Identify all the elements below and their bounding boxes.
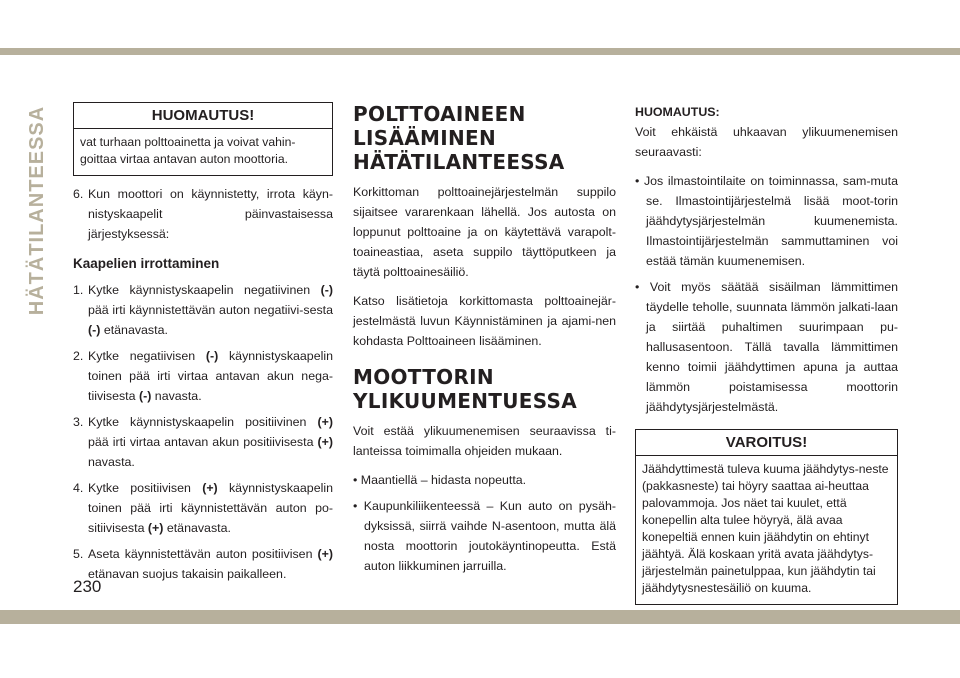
polarity-symbol: (+) xyxy=(317,415,333,429)
heading-overheating xyxy=(353,365,616,413)
note-text: Voit ehkäistä uhkaavan ylikuumenemisen seuraavasti: xyxy=(635,125,898,159)
step-number: 3. xyxy=(73,415,84,429)
bullet-item: • Maantiellä – hidasta nopeutta. xyxy=(353,473,527,487)
paragraph: Voit estää ylikuumenemisen seuraavissa ti-lanteissa toimimalla ohjeiden mukaan. xyxy=(353,424,616,458)
list-item xyxy=(73,478,333,538)
page-number: 230 xyxy=(73,577,102,596)
step-text xyxy=(88,412,333,472)
header-band xyxy=(0,0,960,55)
list-item xyxy=(73,544,333,584)
list-item xyxy=(73,280,333,340)
notice-title: HUOMAUTUS! xyxy=(74,103,332,129)
step-text-part: Kytke negatiivisen xyxy=(88,349,206,363)
notice-text: vat turhaan polttoainetta ja voivat vahin-goittaa virtaa antavan auton moottoria. xyxy=(80,135,296,166)
bullet-item: • Kaupunkiliikenteessä – Kun auto on pysäh-dyksissä, siirrä vaihde N-asentoon, mutta älä nosta moottorin joutokäyntinopeutta. Estä auton liikkuminen jarruilla. xyxy=(353,499,616,573)
step-text xyxy=(88,544,333,584)
heading-line: HÄTÄTILANTEESSA xyxy=(353,150,565,174)
heading-line: MOOTTORIN xyxy=(353,365,494,389)
step-text-part: Kytke positiivisen xyxy=(88,481,203,495)
warning-text: Jäähdyttimestä tuleva kuuma jäähdytys-neste (pakkasneste) tai höyry saattaa ai-heuttaa palovammoja. Jos näet tai kuulet, että konepellin alta tulee höyryä, älä avaa konepeltiä ennen kuin jäähdytin on ehtinyt jäähtyä. Älä koskaan yritä avata jäähdytys-järjestelmän painetulppaa, kun jäähdytin tai jäähdytysnestesäiliö on kuuma. xyxy=(642,462,889,595)
step-number: 1. xyxy=(73,283,84,297)
polarity-symbol: (-) xyxy=(205,349,219,363)
heading-line: LISÄÄMINEN xyxy=(353,126,497,150)
bullet-item: • Voit myös säätää sisäilman lämmittimen täydelle teholle, suunnata lämmön jalkati-laan ja siirtää puhaltimen suurimpaan pu-hallusasentoon. Tällä tavalla lämmittimen kenno toimii jäähdyttimen apuna ja auttaa lämmön poistamisessa moottorin jäähdytysjärjestelmästä. xyxy=(635,280,898,414)
step-number: 2. xyxy=(73,349,84,363)
step-number: 6. xyxy=(73,187,84,201)
footer-band xyxy=(0,610,960,678)
bullet-item: • Jos ilmastointilaite on toiminnassa, sam-muta se. Ilmastointijärjestelmä lisää moot-torin jäähdytysjärjestelmän kuumenemista. Ilmastointijärjestelmän sammuttaminen voi estää tämän kuumenemisen. xyxy=(635,174,898,268)
step-text-part: Kytke käynnistyskaapelin negatiivinen xyxy=(88,283,321,297)
subheading-cable-removal: Kaapelien irrottaminen xyxy=(73,256,220,271)
step-text-part: pää irti virtaa antavan akun positiivisesta xyxy=(88,435,318,449)
step-number: 5. xyxy=(73,547,84,561)
footer-stripe xyxy=(0,610,960,624)
step-text: Kun moottori on käynnistetty, irrota käyn-nistyskaapelit päinvastaisessa järjestyksessä: xyxy=(88,187,333,241)
step-text-part: navasta. xyxy=(151,389,202,403)
polarity-symbol: (-) xyxy=(320,283,333,297)
polarity-symbol: (-) xyxy=(138,389,152,403)
step-text-part: etänavan suojus takaisin paikalleen. xyxy=(88,567,287,581)
step-text-part: käynnistyskaapelin toinen pää irti virtaa antavan akun nega-tiivisesta xyxy=(88,349,333,403)
polarity-symbol: (+) xyxy=(147,521,164,535)
step-text xyxy=(88,346,333,406)
column-left xyxy=(73,102,333,590)
polarity-symbol: (-) xyxy=(88,323,101,337)
step-text-part: etänavasta. xyxy=(163,521,231,535)
step-text-part: etänavasta. xyxy=(100,323,168,337)
column-middle xyxy=(353,102,616,582)
notice-box xyxy=(73,102,333,176)
step-text-part: Kytke käynnistyskaapelin positiivinen xyxy=(88,415,318,429)
paragraph: Katso lisätietoja korkittomasta polttoainejär-jestelmästä luvun Käynnistäminen ja ajami-nen kohdasta Polttoaineen lisääminen. xyxy=(353,294,616,348)
section-side-tab xyxy=(26,100,50,320)
list-item xyxy=(73,412,333,472)
list-item xyxy=(73,346,333,406)
polarity-symbol: (+) xyxy=(317,435,333,449)
warning-title: VAROITUS! xyxy=(636,430,897,456)
heading-line: POLTTOAINEEN xyxy=(353,102,526,126)
step-text xyxy=(88,478,333,538)
heading-line: YLIKUUMENTUESSA xyxy=(353,389,578,413)
warning-box xyxy=(635,429,898,605)
step-number: 4. xyxy=(73,481,84,495)
header-stripe xyxy=(0,48,960,55)
step-text xyxy=(88,280,333,340)
side-tab-label: HÄTÄTILANTEESSA xyxy=(26,105,49,315)
column-right xyxy=(635,102,898,613)
note-label: HUOMAUTUS: xyxy=(635,105,720,119)
step-text-part: pää irti käynnistettävän auton negatiivi-sesta xyxy=(88,303,333,317)
step-text-part: käynnistyskaapelin toinen pää irti käynnistettävän auton po-sitiivisesta xyxy=(88,481,333,535)
step-text-part: navasta. xyxy=(88,455,135,469)
paragraph: Korkittoman polttoainejärjestelmän suppilo sijaitsee vararenkaan lähellä. Jos autosta on loppunut polttoaine ja on käytettävä varapolt-toaineastiaa, aseta suppilo täyttöputkeen ja täytä polttoainesäiliö. xyxy=(353,185,616,279)
polarity-symbol: (+) xyxy=(317,547,333,561)
polarity-symbol: (+) xyxy=(202,481,218,495)
step-text-part: Aseta käynnistettävän auton positiivisen xyxy=(88,547,318,561)
step-6 xyxy=(73,184,333,244)
heading-refuel xyxy=(353,102,616,174)
